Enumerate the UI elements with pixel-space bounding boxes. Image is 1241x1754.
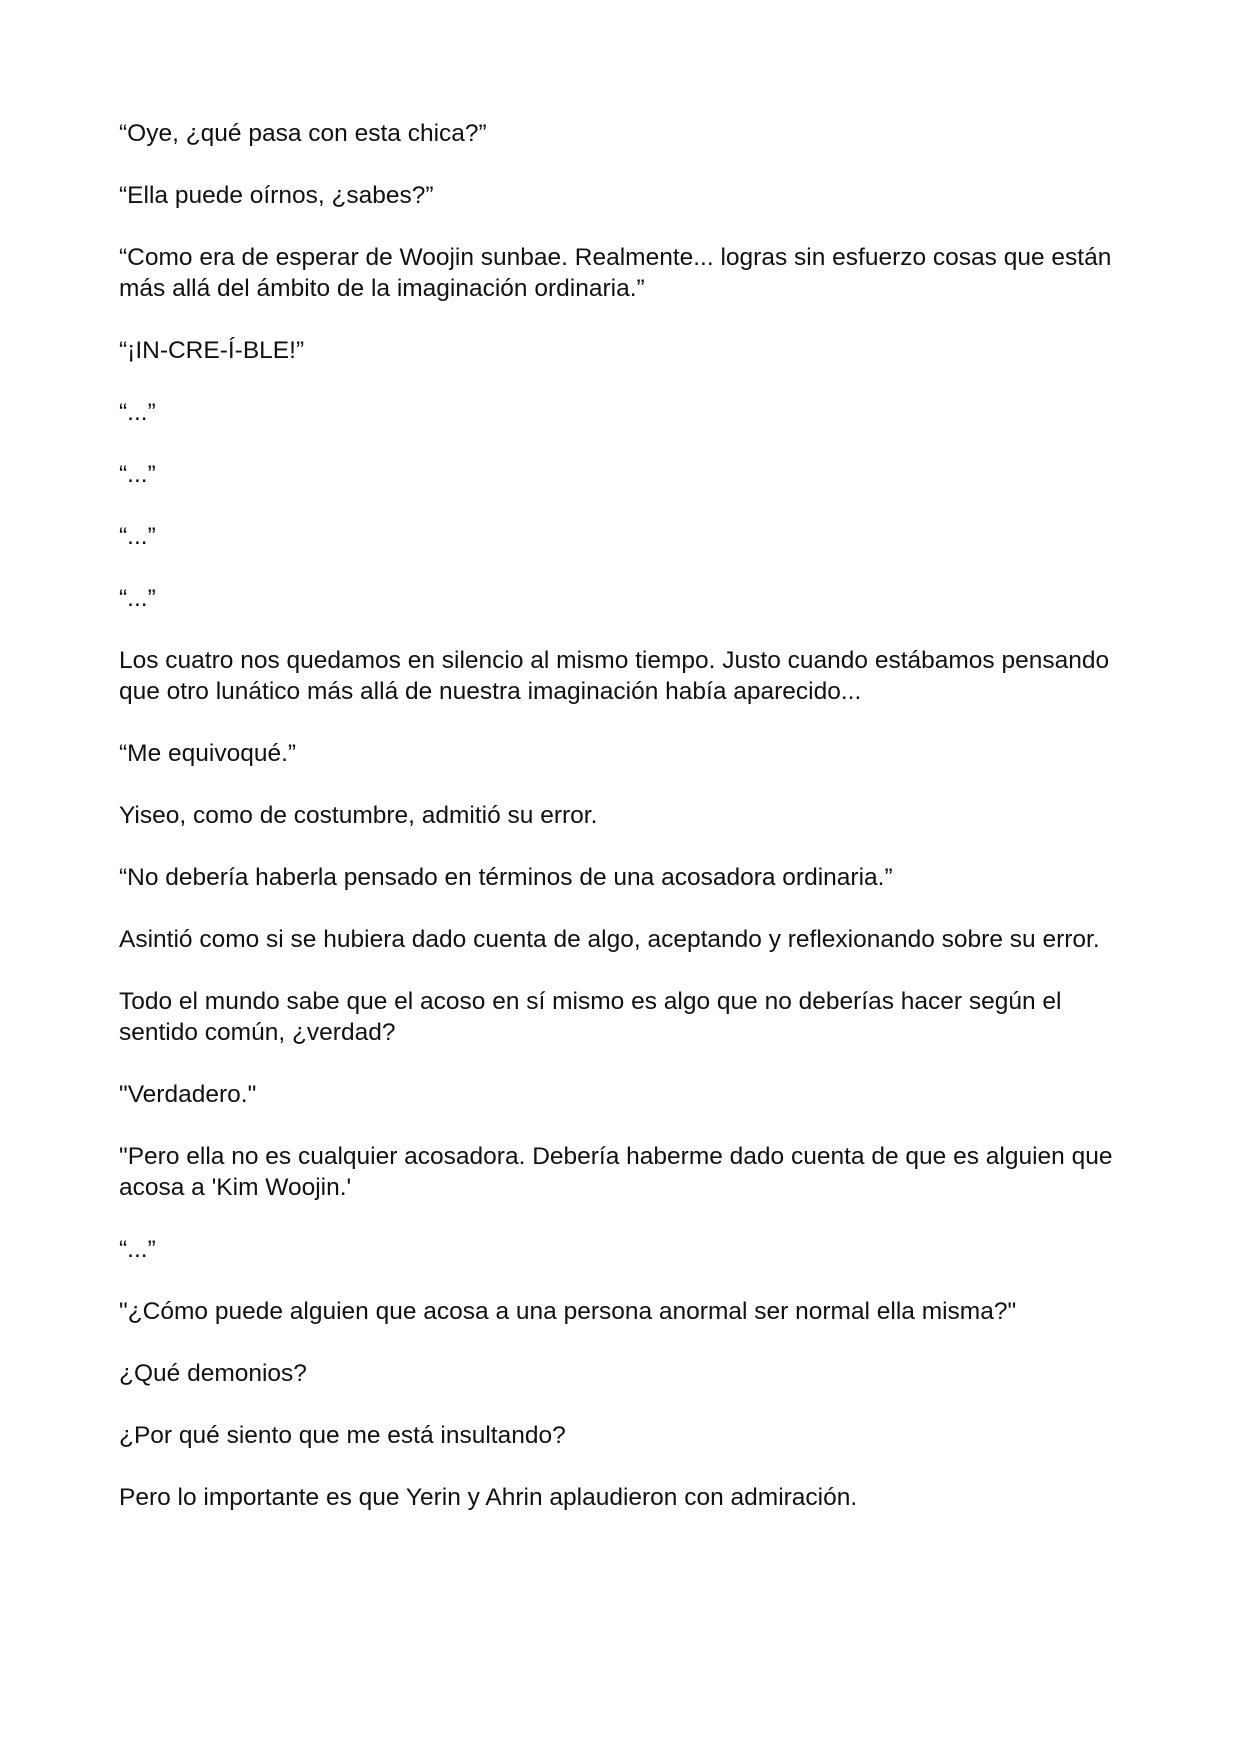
paragraph: “Me equivoqué.” (119, 740, 297, 767)
paragraph: “...” (119, 585, 156, 612)
paragraph: "Pero ella no es cualquier acosadora. Debería haberme dado cuenta de que es alguien que acosa a 'Kim Woojin.' (119, 1143, 1113, 1201)
paragraph: “...” (119, 399, 156, 426)
paragraph: Yiseo, como de costumbre, admitió su error. (119, 802, 598, 829)
paragraph: Todo el mundo sabe que el acoso en sí mismo es algo que no deberías hacer según el sentido común, ¿verdad? (119, 988, 1062, 1046)
paragraph: Asintió como si se hubiera dado cuenta de algo, aceptando y reflexionando sobre su error. (119, 926, 1100, 953)
paragraph: ¿Qué demonios? (119, 1360, 307, 1387)
paragraph: Pero lo importante es que Yerin y Ahrin aplaudieron con admiración. (119, 1484, 858, 1511)
paragraph: ¿Por qué siento que me está insultando? (119, 1422, 566, 1449)
paragraph: "Verdadero." (119, 1081, 257, 1108)
paragraph: “¡IN-CRE-Í-BLE!” (119, 337, 305, 364)
paragraph: “...” (119, 461, 156, 488)
paragraph: Los cuatro nos quedamos en silencio al mismo tiempo. Justo cuando estábamos pensando que otro lunático más allá de nuestra imaginación había aparecido... (119, 647, 1110, 705)
paragraph: “Ella puede oírnos, ¿sabes?” (119, 182, 434, 209)
paragraph: “Como era de esperar de Woojin sunbae. Realmente... logras sin esfuerzo cosas que están más allá del ámbito de la imaginación ordinaria.” (119, 244, 1112, 302)
paragraph: “Oye, ¿qué pasa con esta chica?” (119, 120, 487, 147)
document-body (119, 118, 1129, 1544)
paragraph: "¿Cómo puede alguien que acosa a una persona anormal ser normal ella misma?" (119, 1298, 1017, 1325)
paragraph: “...” (119, 1236, 156, 1263)
paragraph: “No debería haberla pensado en términos de una acosadora ordinaria.” (119, 864, 893, 891)
paragraph: “...” (119, 523, 156, 550)
